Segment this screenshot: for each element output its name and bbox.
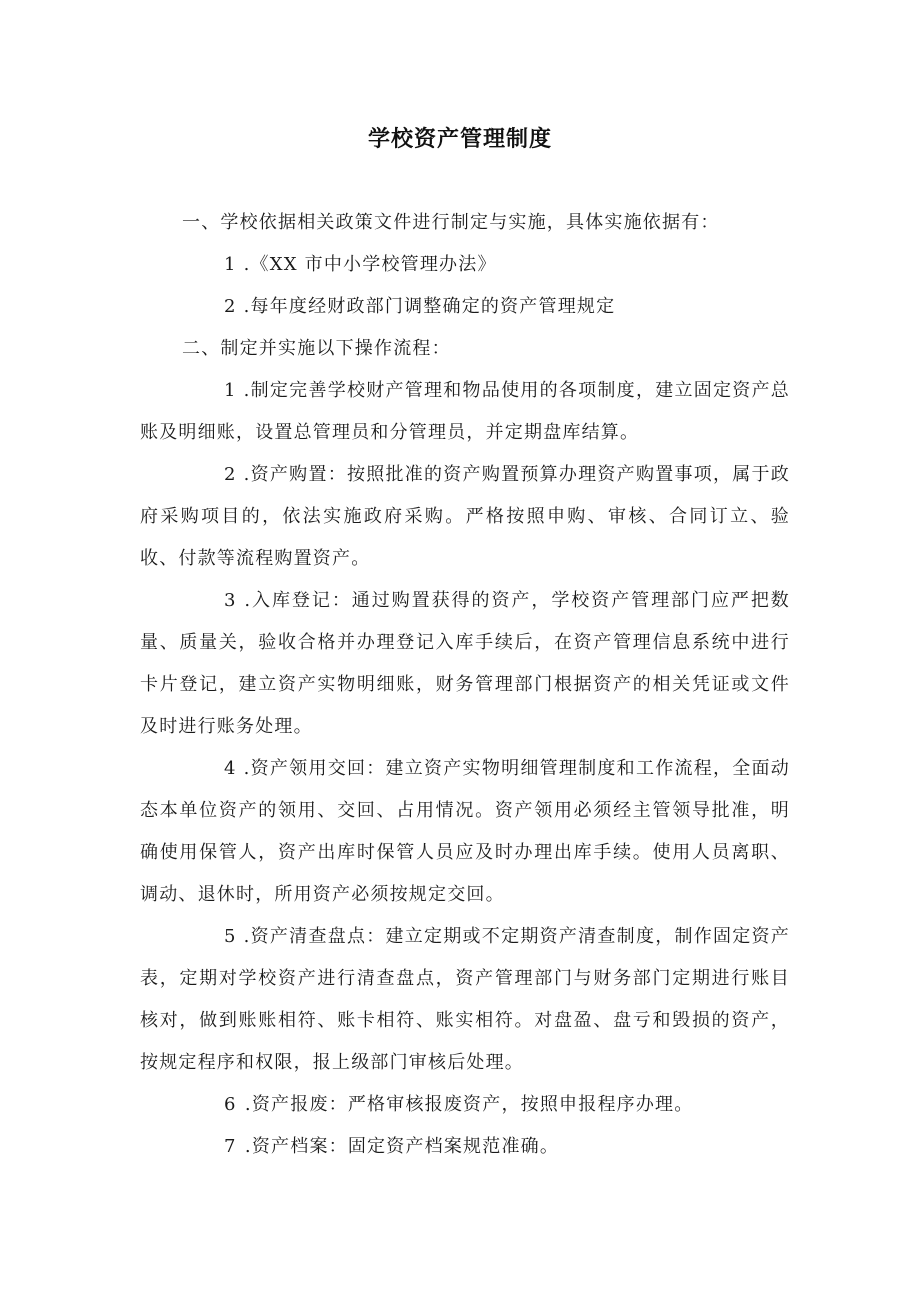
paragraph-text: .资产档案：固定资产档案规范准确。 [244, 1136, 560, 1157]
paragraph-text: .资产领用交回：建立资产实物明细管理制度和工作流程，全面动态本单位资产的领用、交回、占用情况。资产领用必须经主管领导批准，明确使用保管人，资产出库时保管人员应及时办理出库手续。使用人员离职、调动、退休时，所用资产必须按规定交回。 [140, 758, 791, 905]
paragraph-text: .资产报废：严格审核报废资产，按照申报程序办理。 [244, 1094, 694, 1115]
paragraph-text: .每年度经财政部门调整确定的资产管理规定 [243, 296, 616, 317]
item-number: 1 [224, 380, 237, 401]
item-number: 4 [224, 758, 237, 779]
section-heading [140, 328, 790, 370]
item-number: 7 [224, 1136, 237, 1157]
item-number: 2 [224, 296, 237, 317]
list-item [140, 580, 790, 748]
list-item [140, 286, 790, 328]
item-number: 1 [224, 254, 237, 275]
paragraph-text: 二、制定并实施以下操作流程： [182, 338, 451, 359]
paragraph-text: .资产清查盘点：建立定期或不定期资产清查制度，制作固定资产表，定期对学校资产进行清查盘点，资产管理部门与财务部门定期进行账目核对，做到账账相符、账卡相符、账实相符。对盘盈、盘亏和毁损的资产，按规定程序和权限，报上级部门审核后处理。 [140, 926, 791, 1073]
list-item [140, 748, 790, 916]
list-item [140, 244, 790, 286]
list-item [140, 454, 790, 580]
paragraph-text: .入库登记：通过购置获得的资产，学校资产管理部门应严把数量、质量关，验收合格并办理登记入库手续后，在资产管理信息系统中进行卡片登记，建立资产实物明细账，财务管理部门根据资产的相关凭证或文件及时进行账务处理。 [140, 590, 791, 737]
item-number: 5 [224, 926, 237, 947]
item-number: 3 [224, 590, 237, 611]
list-item [140, 370, 790, 454]
list-item [140, 1084, 790, 1126]
section-heading [140, 202, 790, 244]
paragraph-text: .资产购置：按照批准的资产购置预算办理资产购置事项，属于政府采购项目的，依法实施政府采购。严格按照申购、审核、合同订立、验收、付款等流程购置资产。 [140, 464, 791, 569]
paragraph-text: .制定完善学校财产管理和物品使用的各项制度，建立固定资产总账及明细账，设置总管理员和分管理员，并定期盘库结算。 [140, 380, 791, 443]
list-item [140, 1126, 790, 1168]
list-item [140, 916, 790, 1084]
paragraph-text: 一、学校依据相关政策文件进行制定与实施，具体实施依据有： [182, 212, 720, 233]
document-body [140, 202, 790, 1168]
page-title: 学校资产管理制度 [367, 127, 552, 152]
paragraph-text: .《XX 市中小学校管理办法》 [243, 254, 497, 275]
item-number: 6 [224, 1094, 237, 1115]
item-number: 2 [224, 464, 237, 485]
